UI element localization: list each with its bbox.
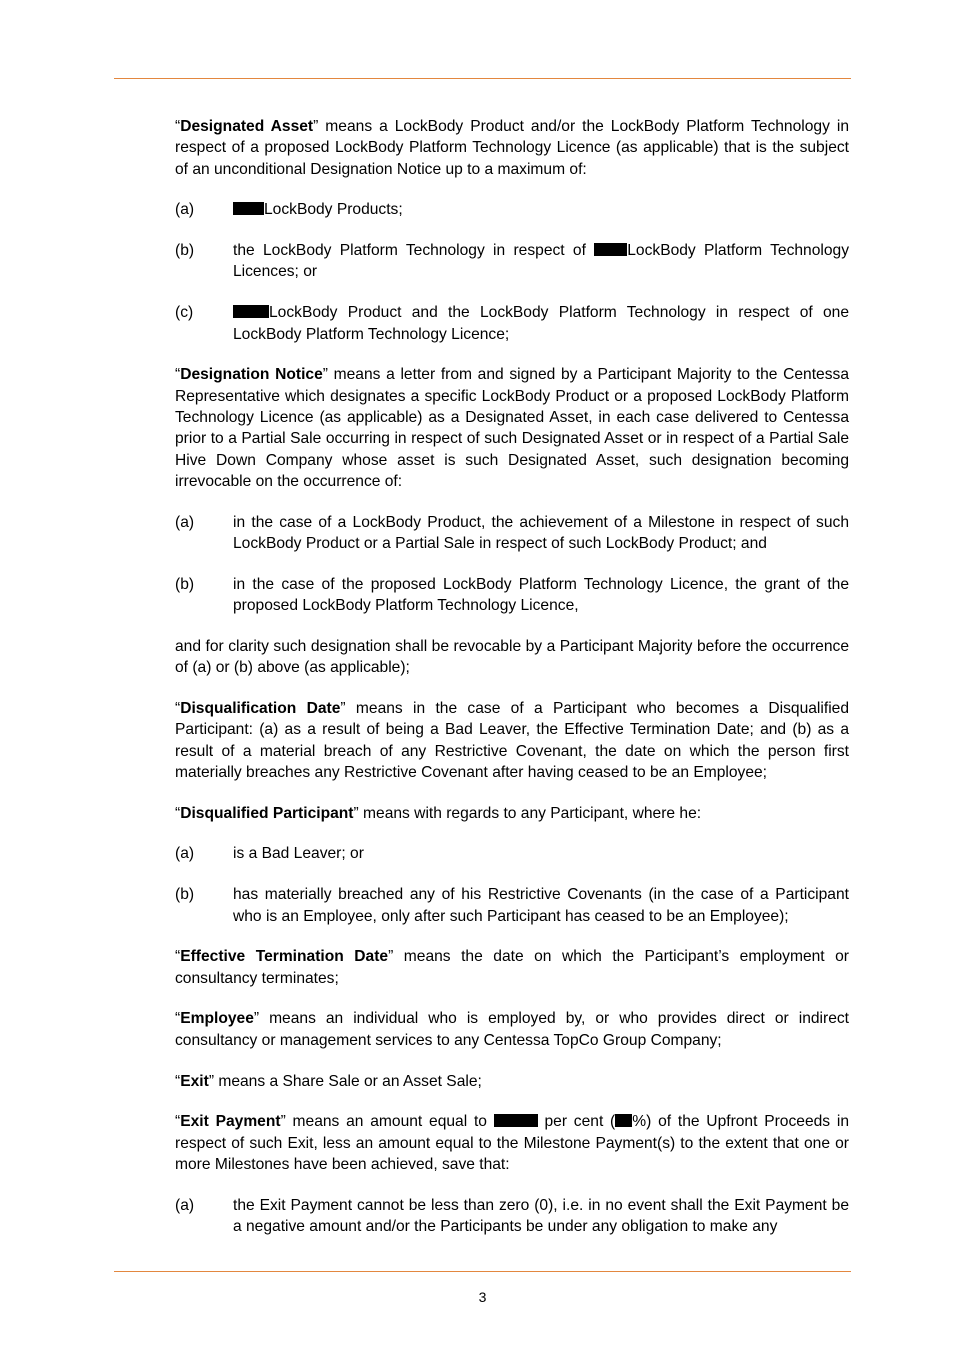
item-label: (a): [175, 1196, 195, 1214]
item-text: in the case of the proposed LockBody Platform Technology Licence, the grant of the proposed LockBody Platform Technology Licence,: [233, 575, 849, 615]
redaction-box: [615, 1114, 632, 1127]
term: Effective Termination Date: [180, 948, 389, 966]
item-label: (b): [175, 242, 195, 260]
document-body: [175, 116, 849, 1257]
item-text: LockBody Product and the LockBody Platform Technology in respect of one LockBody Platform Technology Licence;: [233, 304, 849, 343]
redaction-box: [233, 202, 264, 215]
list-item: [175, 199, 849, 220]
item-label: (b): [175, 886, 195, 904]
item-text: LockBody Products;: [264, 201, 403, 219]
item-text: the Exit Payment cannot be less than zero (0), i.e. in no event shall the Exit Payment be a negative amount and/or the Participants be under any obligation to make any: [233, 1196, 849, 1235]
definition-text: ” means the date on which the Participant’s employment or consultancy terminates;: [175, 948, 849, 987]
term: Exit: [180, 1072, 209, 1090]
term: Disqualified Participant: [180, 804, 354, 822]
term: Designation Notice: [180, 366, 323, 384]
definition-text: ” means an individual who is employed by, or who provides direct or indirect consultancy or management services to any Centessa TopCo Group Company;: [175, 1010, 849, 1049]
item-text: LockBody Platform Technology Licences; or: [233, 242, 850, 281]
definition-disqualified-participant: “Disqualified Participant” means with regards to any Participant, where he:: [175, 804, 702, 822]
definition-exit: “Exit” means a Share Sale or an Asset Sale;: [175, 1072, 482, 1090]
redaction-box: [233, 305, 269, 318]
list-item: [175, 1195, 849, 1238]
definition-exit-payment: “Exit Payment” means an amount equal to per cent ( %) of the Upfront Proceeds in respect of such Exit, less an amount equal to the Milestone Payment(s) to the extent that one or more Milestones have been achieved, save that:: [175, 1113, 849, 1173]
list-item: [175, 512, 849, 555]
definition-employee: “Employee” means an individual who is employed by, or who provides direct or indirect consultancy or management services to any Centessa TopCo Group Company;: [175, 1010, 849, 1049]
definition-text: ” means a letter from and signed by a Participant Majority to the Centessa Representative which designates a specific LockBody Product or a proposed LockBody Platform Technology Licence (as applicable) as a Designated Asset, in each case delivered to Centessa prior to a Partial Sale occurring in respect of such Designated Asset or in respect of a Partial Sale Hive Down Company whose asset is such Designated Asset, such designation becoming irrevocable on the occurrence of:: [175, 366, 849, 490]
item-text: has materially breached any of his Restrictive Covenants (in the case of a Participant who is an Employee, only after such Participant has ceased to be an Employee);: [233, 886, 849, 925]
definition-text: per cent (: [537, 1113, 616, 1131]
item-label: (c): [175, 304, 194, 322]
term: Employee: [180, 1010, 254, 1028]
definition-effective-termination-date: “Effective Termination Date” means the date on which the Participant’s employment or consultancy terminates;: [175, 948, 849, 987]
definition-text: ” means with regards to any Participant, where he:: [353, 804, 702, 822]
definition-text: ” means an amount equal to: [280, 1113, 494, 1131]
list-item: [175, 884, 849, 927]
list-item: [175, 302, 849, 345]
definition-text: ” means a Share Sale or an Asset Sale;: [208, 1072, 482, 1090]
item-label: (a): [175, 201, 195, 219]
footer-rule: [114, 1271, 851, 1272]
definition-text: ” means in the case of a Participant who becomes a Disqualified Participant: (a) as a result of being a Bad Leaver, the Effective Termination Date; and (b) as a result of a material breach of any Restrictive Covenant, the date on which the person first materially breaches any Restrictive Covenant after having ceased to be an Employee;: [175, 699, 849, 781]
item-label: (b): [175, 575, 195, 593]
term: Exit Payment: [180, 1113, 281, 1131]
item-text: in the case of a LockBody Product, the achievement of a Milestone in respect of such LockBody Product or a Partial Sale in respect of such LockBody Product; and: [233, 513, 849, 552]
definition-disqualification-date: “Disqualification Date” means in the case of a Participant who becomes a Disqualified Participant: (a) as a result of being a Bad Leaver, the Effective Termination Date; and (b) as a result of a material breach of any Restrictive Covenant, the date on which the person first materially breaches any Restrictive Covenant after having ceased to be an Employee;: [175, 699, 849, 781]
item-label: (a): [175, 513, 195, 531]
term: Designated Asset: [180, 118, 314, 135]
term: Disqualification Date: [180, 699, 341, 717]
definition-text: ” means a LockBody Product and/or the LockBody Platform Technology in respect of a proposed LockBody Platform Technology Licence (as applicable) that is the subject of an unconditional Designation Notice up to a maximum of:: [175, 118, 849, 178]
list-item: [175, 574, 849, 617]
header-rule: [114, 78, 851, 79]
item-label: (a): [175, 845, 195, 863]
definition-text: %) of the Upfront Proceeds in respect of such Exit, less an amount equal to the Milestone Payment(s) to the extent that one or more Milestones have been achieved, save that:: [175, 1113, 849, 1173]
item-text: is a Bad Leaver; or: [233, 845, 364, 863]
redaction-box: [494, 1114, 538, 1127]
page-number: 3: [478, 1289, 487, 1305]
item-text: the LockBody Platform Technology in respect of: [233, 242, 595, 260]
list-item: [175, 843, 849, 864]
list-item: [175, 240, 849, 283]
definition-designation-notice: “Designation Notice” means a letter from and signed by a Participant Majority to the Centessa Representative which designates a specific LockBody Product or a proposed LockBody Platform Technology Licence (as applicable) as a Designated Asset, in each case delivered to Centessa prior to a Partial Sale occurring in respect of such Designated Asset or in respect of a Partial Sale Hive Down Company whose asset is such Designated Asset, such designation becoming irrevocable on the occurrence of:: [175, 366, 849, 490]
definition-designated-asset: “Designated Asset” means a LockBody Product and/or the LockBody Platform Technology in respect of a proposed LockBody Platform Technology Licence (as applicable) that is the subject of an unconditional Designation Notice up to a maximum of:: [175, 118, 849, 178]
definition-closing: and for clarity such designation shall be revocable by a Participant Majority before the occurrence of (a) or (b) above (as applicable);: [175, 637, 849, 677]
redaction-box: [594, 243, 627, 256]
